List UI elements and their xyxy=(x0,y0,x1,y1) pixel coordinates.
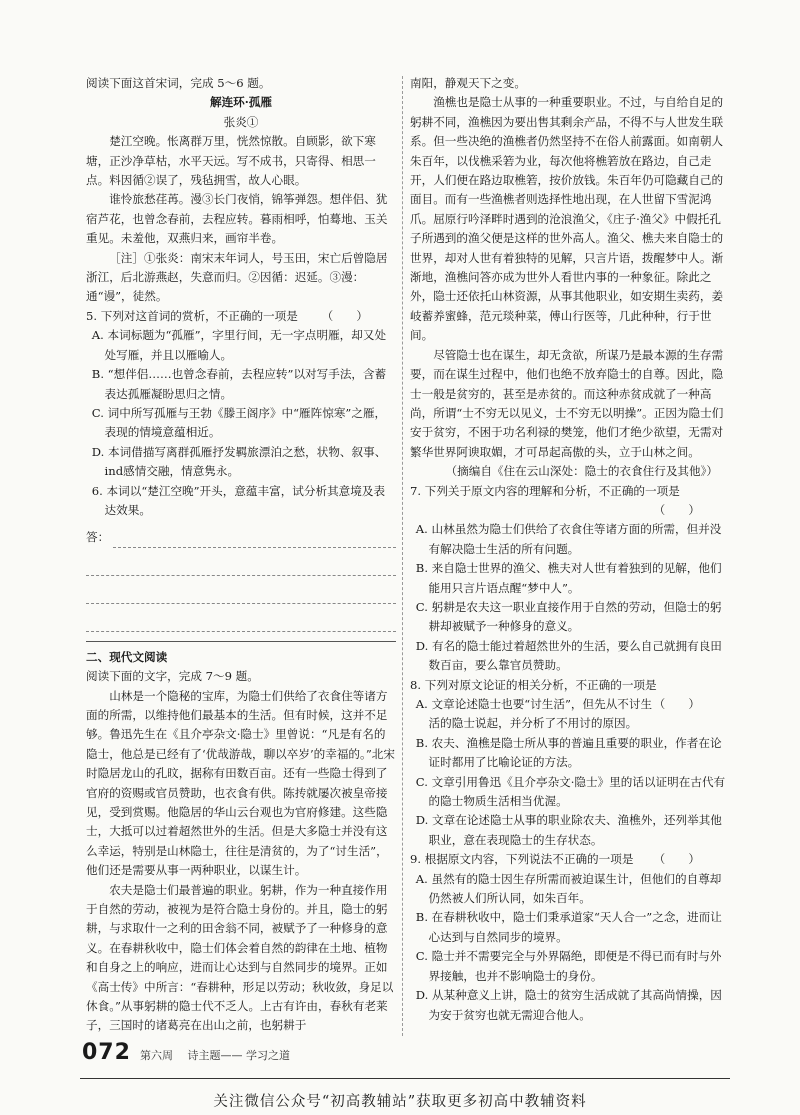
question-9-option-b: B. 在春耕秋收中，隐士们秉承道家“天人合一”之念，进而让心达到与自然同步的境界。 xyxy=(415,910,722,944)
question-5-stem: 5. 下列对这首词的赏析，不正确的一项是 xyxy=(86,308,298,323)
question-5 xyxy=(86,307,396,326)
question-9-stem: 9. 根据原文内容，下列说法不正确的一项是 xyxy=(410,852,634,867)
poem-author: 张炎① xyxy=(223,114,259,129)
reading-paragraph: 农夫是隐士们最普遍的职业。躬耕，作为一种直接作用于自然的劳动，被视为是符合隐士身份的。并且，隐士的躬耕，与求取什一之利的田舍翁不同，被赋予了一种修身的意义。在春耕秋收中，隐士们体会着自然的韵律在土地、植物和自身之上的响应，进而让心达到与自然同步的境界。正如《高士传》中所言：“春耕种，形足以劳动；秋收敛，身足以休食。”从事躬耕的隐士代不乏人。上古有许由，春秋有老莱子，三国时的诸葛亮在出山之前，也躬耕于 xyxy=(86,882,394,1033)
question-8-option-c: C. 文章引用鲁迅《且介亭杂文·隐士》里的话以证明在古代有的隐士物质生活相当优渥。 xyxy=(415,774,726,809)
poem-title: 解连环·孤雁 xyxy=(209,95,272,110)
question-5-option-b: B. “想伴侣……也曾念春前，去程应转”以对写手法，含蓄表达孤雁凝盼思归之情。 xyxy=(91,367,387,401)
reading-paragraph: 南阳，静观天下之变。 xyxy=(410,76,526,90)
promo-note: 关注微信公众号“初高教辅站”获取更多初高中教辅资料 xyxy=(213,1094,587,1110)
question-7-stem: 7. 下列关于原文内容的理解和分析，不正确的一项是 xyxy=(410,483,680,498)
question-8-option-d: D. 文章在论述隐士从事的职业除农夫、渔樵外，还列举其他职业，意在表现隐士的生存状态。 xyxy=(415,813,722,847)
poem-stanza-1: 楚江空晚。怅离群万里，恍然惊散。自顾影，欲下寒塘，正沙净草枯，水平天远。写不成书，只寄得、相思一点。料因循②误了，残毡拥雪，故人心眼。 xyxy=(86,134,376,188)
question-8-answer-paren: （ ） xyxy=(653,697,700,711)
question-7-option-d: D. 有名的隐士能过着超然世外的生活，要么自己就拥有良田数百亩，要么靠官员赞助。 xyxy=(415,638,722,673)
question-6-stem: 6. 本词以“楚江空晚”开头，意蕴丰富，试分析其意境及表达效果。 xyxy=(91,483,386,517)
answer-line[interactable] xyxy=(113,531,396,548)
answer-line[interactable] xyxy=(86,613,396,632)
section-title: 二、现代文阅读 xyxy=(86,641,396,667)
question-5-option-c: C. 词中所写孤雁与王勃《滕王阁序》中“雁阵惊寒”之雁，表现的情境意蕴相近。 xyxy=(91,405,387,440)
poem-note: ［注］①张炎：南宋末年词人，号玉田，宋亡后曾隐居浙江，后北游燕赵，失意而归。②因循：迟延。③漫：通“谩”，徒然。 xyxy=(86,250,388,304)
page-footer-meta: 第六周 诗主题—— 学习之道 xyxy=(140,1049,290,1062)
column-divider xyxy=(402,76,403,1036)
question-5-answer-paren: （ ） xyxy=(321,308,368,323)
poem-stanza-2: 谁怜旅愁荏苒。漫③长门夜悄，锦筝弹怨。想伴侣、犹宿芦花，也曾念春前，去程应转。暮雨相呼，怕蓦地、玉关重见。未羞他，双燕归来，画帘半卷。 xyxy=(86,192,388,246)
right-column xyxy=(410,74,728,1025)
question-7-option-a: A. 山林虽然为隐士们供给了衣食住等诸方面的所需，但并没有解决隐士生活的所有问题。 xyxy=(415,522,722,556)
reading-source: （摘编自《住在云山深处：隐士的衣食住行及其他》） xyxy=(445,464,718,479)
reading-paragraph: 渔樵也是隐士从事的一种重要职业。不过，与自给自足的躬耕不同，渔樵因为要出售其剩余产品，不得不与人世发生联系。但一些决绝的渔樵者仍然坚持不在俗人前露面。如南朝人朱百年，以伐樵采箬为业，每次他将樵箬放在路边，自己走开，人们便在路边取樵箬，按价放钱。朱百年仍可隐藏自己的面目。而有一些渔樵者则选择性地出现，在人世留下雪泥鸿爪。屈原行吟泽畔时遇到的沧浪渔父，《庄子·渔父》中假托孔子所遇到的渔父便是这样的世外高人。渔父、樵夫来自隐士的世界，却对人世有着独特的见解，只言片语，拨醒梦中人。渐渐地，渔樵问答亦成为世外人看世内事的一种象征。除此之外，隐士还依托山林资源，从事其他职业，如安期生卖药，姜岐蓄养蜜蜂，范元琰种菜，傅山行医等，几此种种，行于世间。 xyxy=(410,95,724,343)
question-5-option-d: D. 本词借描写离群孤雁抒发羁旅漂泊之愁，状物、叙事、ind感情交融，情意隽永。 xyxy=(91,444,387,479)
poem-intro: 阅读下面这首宋词，完成 5～6 题。 xyxy=(86,76,271,90)
reading-intro: 阅读下面的文字，完成 7～9 题。 xyxy=(86,669,259,684)
question-9 xyxy=(410,850,728,869)
question-7-answer-paren: （ ） xyxy=(653,502,700,517)
question-9-answer-paren: （ ） xyxy=(653,852,700,867)
question-8 xyxy=(410,676,728,711)
question-7-option-c: C. 躬耕是农夫这一职业直接作用于自然的劳动，但隐士的躬耕却被赋予一种修身的意义。 xyxy=(415,599,722,634)
question-8-option-b: B. 农夫、渔樵是隐士所从事的普遍且重要的职业，作者在论证时都用了比喻论证的方法。 xyxy=(415,735,722,770)
reading-paragraph: 尽管隐士也在谋生，却无贪欲，所谋乃是最本源的生存需要，而在谋生过程中，他们也绝不放弃隐士的自尊。因此，隐士一般是贫穷的，甚至是赤贫的。而这种赤贫成就了一种高尚，所谓“士不穷无以见义，士不穷无以明操”。正因为隐士们安于贫穷，不困于功名利禄的樊笼，他们才绝少欲望，无需对繁华世界阿谀取媚，才可昂起高傲的头，立于山林之间。 xyxy=(410,347,724,459)
reading-paragraph: 山林是一个隐秘的宝库，为隐士们供给了衣食住等诸方面的所需，以维持他们最基本的生活。但有时候，这并不足够。鲁迅先生在《且介亭杂文·隐士》里曾说：“凡是有名的隐士，他总是已经有了‘优哉游哉，聊以卒岁’的幸福的。”北宋时隐居龙山的孔旼，据称有田数百亩。还有一些隐士得到了官府的资赐或官员赞助，也衣食有供。陈抟就屡次被皇帝接见，受到赏赐。他隐居的华山云台观也为官府修建。这些隐士，大抵可以过着超然世外的生活。但是大多隐士并没有这么幸运，特别是山林隐士，往往是清贫的，为了“讨生活”，他们还是需要从事一两种职业，以谋生计。 xyxy=(86,688,395,878)
question-6-answer-area[interactable] xyxy=(86,528,396,547)
page-number: 072 xyxy=(82,1040,131,1065)
question-9-option-d: D. 从某种意义上讲，隐士的贫穷生活成就了其高尚情操，因为安于贫穷也就无需迎合他人。 xyxy=(415,988,722,1022)
left-column xyxy=(86,74,396,1036)
question-5-option-a: A. 本词标题为“孤雁”，字里行间，无一字点明雁，却又处处写雁，并且以雁喻人。 xyxy=(91,328,387,362)
question-8-stem: 8. 下列对原文论证的相关分析，不正确的一项是 xyxy=(410,677,657,692)
answer-label: 答： xyxy=(86,530,110,545)
question-7-option-b: B. 来自隐士世界的渔父、樵夫对人世有着独到的见解，他们能用只言片语点醒“梦中人”。 xyxy=(415,561,722,595)
answer-line[interactable] xyxy=(86,585,396,604)
footer-rule xyxy=(80,1078,730,1079)
question-9-option-a: A. 虽然有的隐士因生存所需而被迫谋生计，但他们的自尊却仍然被人们所认同，如朱百年。 xyxy=(415,871,722,906)
question-8-option-a: A. 文章论述隐士也要“讨生活”，但先从不讨生活的隐士说起，并分析了不用讨的原因。 xyxy=(415,697,653,731)
question-9-option-c: C. 隐士并不需要完全与外界隔绝，即便是不得已而有时与外界接触，也并不影响隐士的身份。 xyxy=(415,949,722,983)
answer-line[interactable] xyxy=(86,557,396,576)
